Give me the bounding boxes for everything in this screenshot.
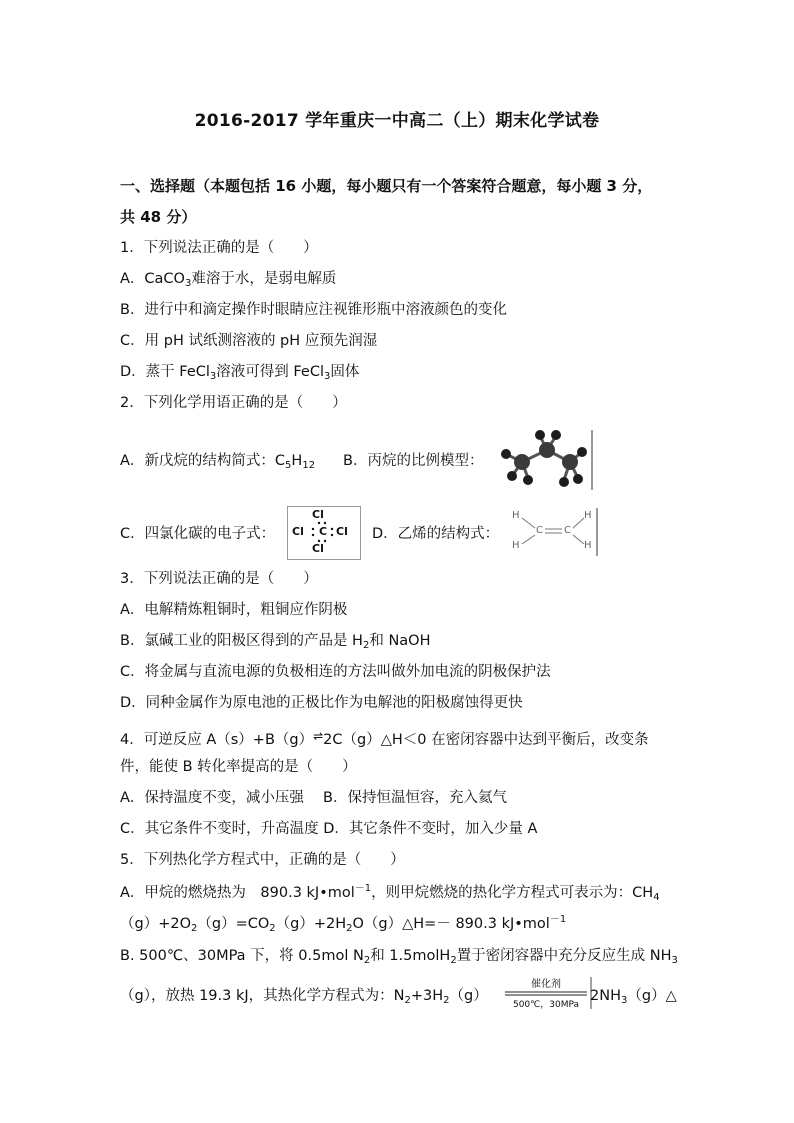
ethylene-structure-image [510,506,598,558]
section-heading-line1: 一、选择题（本题包括 16 小题，每小题只有一个答案符合题意，每小题 3 分， [120,177,653,195]
catalyst-condition-arrow [503,975,593,1011]
q1-option-b: B．进行中和滴定操作时眼睛应注视锥形瓶中溶液颜色的变化 [120,302,507,318]
h-top-left: H [512,510,520,521]
ccl4-electron-formula-image [287,506,361,560]
q2-option-c: C．四氯化碳的电子式： [120,526,276,542]
catalyst-label: 催化剂 [531,979,561,990]
q4-stem-line1: 4．可逆反应 A（s）+B（g）⇌2C（g）△H＜0 在密闭容器中达到平衡后，改变条 [120,729,649,748]
q3-option-a: A．电解精炼粗铜时，粗铜应作阴极 [120,602,348,618]
c-center: C [319,525,328,538]
q5-stem: 5．下列热化学方程式中，正确的是（ ） [120,852,405,868]
q1-stem: 1．下列说法正确的是（ ） [120,240,318,256]
h-top-right: H [584,510,592,521]
q5-option-b-line2-left: （g），放热 19.3 kJ，其热化学方程式为：$N_2+3H_2(g)$ [120,988,488,1006]
c-left: C [536,525,543,536]
c-right: C [564,525,571,536]
q1-option-a: A．CaCO$_3$难溶于水，是弱电解质 [120,271,337,289]
reversible-arrow-icon: ⇌ [313,729,324,743]
q4-stem-line2: 件，能使 B 转化率提高的是（ ） [120,759,357,775]
q1-option-d: D．蒸干 FeCl$_3$溶液可得到 FeCl$_3$固体 [120,364,360,382]
q3-option-c: C．将金属与直流电源的负极相连的方法叫做外加电流的阴极保护法 [120,664,551,680]
q5-option-a-line2: $(g)+2O_2(g)=CO_2(g)+2H_2O(g)\triangle H=- 890.3$ kJ•mol$^{-1}$ [120,914,567,934]
q5-option-b-line1: B. 500℃、30MPa 下，将 0.5mol $N_2$和 1.5molH$_2$置于密闭容器中充分反应生成 $NH_3$ [120,948,678,966]
cl-bottom: Cl [312,542,324,555]
h-bottom-left: H [512,540,520,551]
q3-stem: 3．下列说法正确的是（ ） [120,571,318,587]
q2-option-d: D．乙烯的结构式： [372,526,500,542]
cl-left: Cl [292,525,304,538]
q1-option-c: C．用 pH 试纸测溶液的 pH 应预先润湿 [120,333,378,349]
q2-option-a: A．新戊烷的结构简式：$C_5H_{12}$ [120,453,316,471]
cl-right: Cl [336,525,348,538]
section-heading-line2: 共 48 分） [120,208,197,226]
cl-top: Cl [312,508,324,521]
q5-option-a-line1: A．甲烷的燃烧热为 890.3 kJ•mol$^{-1}$，则甲烷燃烧的热化学方程式可表示为：$CH_4$ [120,883,660,903]
q3-option-d: D．同种金属作为原电池的正极比作为电解池的阳极腐蚀得更快 [120,695,523,711]
q5-option-b-line2-right: $2NH_3(g)\triangle$ [590,988,677,1006]
q4-options-cd: C．其它条件不变时，升高温度 D．其它条件不变时，加入少量 A [120,821,538,837]
h-bottom-right: H [584,540,592,551]
page-title: 2016-2017 学年重庆一中高二（上）期末化学试卷 [194,111,600,131]
q3-option-b: B．氯碱工业的阳极区得到的产品是 $H_2$和 NaOH [120,633,431,651]
condition-label: 500℃，30MPa [512,1000,580,1010]
q2-stem: 2．下列化学用语正确的是（ ） [120,395,347,411]
q2-option-b: B．丙烷的比例模型： [343,453,484,469]
q4-options-ab: A．保持温度不变，减小压强 B．保持恒温恒容，充入氦气 [120,790,507,806]
propane-model-image [492,428,594,492]
